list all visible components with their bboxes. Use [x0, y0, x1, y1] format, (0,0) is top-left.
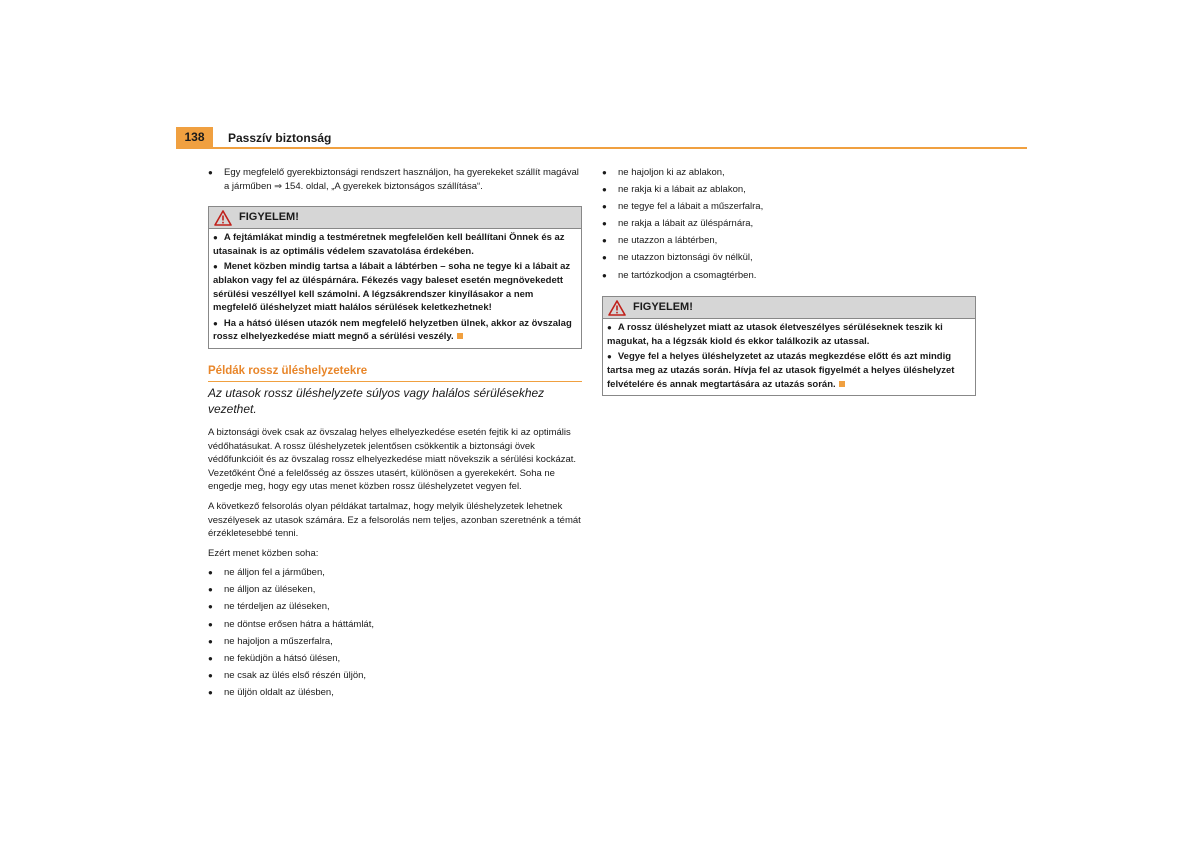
- bullet-dot-icon: ●: [213, 233, 218, 243]
- subheading-rule: [208, 381, 582, 382]
- subheading: Példák rossz üléshelyzetekre: [208, 364, 368, 377]
- list-item: ● ne hajoljon ki az ablakon,: [602, 166, 976, 180]
- warning-title: FIGYELEM!: [239, 211, 299, 224]
- bullet-dot-icon: ●: [607, 352, 612, 362]
- list-item: ● ne tartózkodjon a csomagtérben.: [602, 269, 976, 283]
- warning-header: [603, 297, 975, 319]
- list-item: ● ne álljon az üléseken,: [208, 583, 582, 597]
- list-item: ● ne csak az ülés első részén üljön,: [208, 669, 582, 683]
- bullet-dot-icon: ●: [213, 318, 218, 328]
- warning-box-right: [602, 296, 976, 396]
- warning-body: [209, 229, 581, 348]
- body-paragraph: A következő felsorolás olyan példákat tartalmaz, hogy melyik üléshelyzetek lehetnek veszélyesek az utasok számára. Ez a felsorolás nem teljes, azonban szeretnénk a témát érzékletesebbé tenni.: [208, 500, 581, 540]
- list-item: ● ne térdeljen az üléseken,: [208, 600, 582, 614]
- list-item: ● ne feküdjön a hátsó ülésen,: [208, 652, 582, 666]
- right-column: [602, 166, 976, 396]
- warning-title: FIGYELEM!: [633, 301, 693, 314]
- lead-text: Az utasok rossz üléshelyzete súlyos vagy halálos sérülésekhez vezethet.: [208, 385, 545, 416]
- warning-item: ● A rossz üléshelyzet miatt az utasok életveszélyes sérüléseknek teszik ki magukat, ha a légzsák kiold és ekkor találkozik az utassal.: [607, 322, 943, 347]
- page-number: 138: [176, 127, 213, 148]
- list-item: ● ne rakja ki a lábait az ablakon,: [602, 183, 976, 197]
- warning-body: [603, 319, 975, 395]
- bullet-dot-icon: ●: [213, 262, 218, 272]
- end-of-section-icon: [457, 333, 463, 339]
- warning-header: [209, 207, 581, 229]
- left-column: [208, 166, 582, 703]
- end-of-section-icon: [839, 381, 845, 387]
- list-item: ● ne üljön oldalt az ülésben,: [208, 686, 582, 700]
- warning-triangle-icon: [214, 210, 232, 226]
- list-item: ● ne hajoljon a műszerfalra,: [208, 635, 582, 649]
- header-rule: [176, 147, 1027, 149]
- warning-item: ● Vegye fel a helyes üléshelyzetet az utazás megkezdése előtt és azt mindig tartsa meg az utazás során. Hívja fel az utasok figyelmét a helyes üléshelyzet felvételére és annak megtartására az utazás során.: [607, 351, 955, 390]
- body-paragraph: A biztonsági övek csak az övszalag helyes elhelyezkedése esetén fejtik ki az optimális védőhatásukat. A rossz üléshelyzetek jelentősen csökkentik a biztonsági övek védőfunkcióit és az övszalag rossz elhelyezkedése miatt növekszik a sérülési kockázat. Vezetőként Öné a felelősség az összes utasért, különösen a gyerekekért. Soha ne engedje meg, hogy egy utas menet közben rossz üléshelyzetet vegyen fel.: [208, 426, 577, 493]
- intro-bullet: ● Egy megfelelő gyerekbiztonsági rendszert használjon, ha gyerekeket szállít magával a járműben ⇒ 154. oldal, „A gyerekek biztonságos szállítása“.: [208, 166, 582, 193]
- list-item: ● ne utazzon biztonsági öv nélkül,: [602, 251, 976, 265]
- warning-triangle-icon: [608, 300, 626, 316]
- list-item: ● ne álljon fel a járműben,: [208, 566, 582, 580]
- warning-item: ● Menet közben mindig tartsa a lábait a lábtérben – soha ne tegye ki a lábait az ablakon vagy fel az üléspárnára. Fékezés vagy baleset esetén megnövekedett sérülési veszéllyel kell számolni. A légzsákrendszer kinyílásakor a nem megfelelő üléshelyzet miatt halálos sérülések keletkezhetnek!: [213, 261, 571, 314]
- list-item: ● ne tegye fel a lábait a műszerfalra,: [602, 200, 976, 214]
- list-item: ● ne döntse erősen hátra a háttámlát,: [208, 618, 582, 632]
- list-item: ● ne utazzon a lábtérben,: [602, 234, 976, 248]
- bullet-dot-icon: ●: [607, 323, 612, 333]
- bullet-list-left: [208, 566, 582, 699]
- warning-item: ● Ha a hátsó ülésen utazók nem megfelelő helyzetben ülnek, akkor az övszalag rossz elhelyezkedése miatt megnő a sérülési veszély.: [213, 317, 572, 343]
- body-paragraph: Ezért menet közben soha:: [208, 547, 319, 559]
- page-header: [176, 127, 1027, 149]
- bullet-list-right: [602, 166, 976, 282]
- list-item: ● ne rakja a lábait az üléspárnára,: [602, 217, 976, 231]
- warning-item: ● A fejtámlákat mindig a testméretnek megfelelően kell beállítani Önnek és az utasainak is az optimális védelem szavatolása érdekében.: [213, 232, 565, 257]
- section-title: Passzív biztonság: [228, 131, 332, 145]
- warning-box-left: [208, 206, 582, 349]
